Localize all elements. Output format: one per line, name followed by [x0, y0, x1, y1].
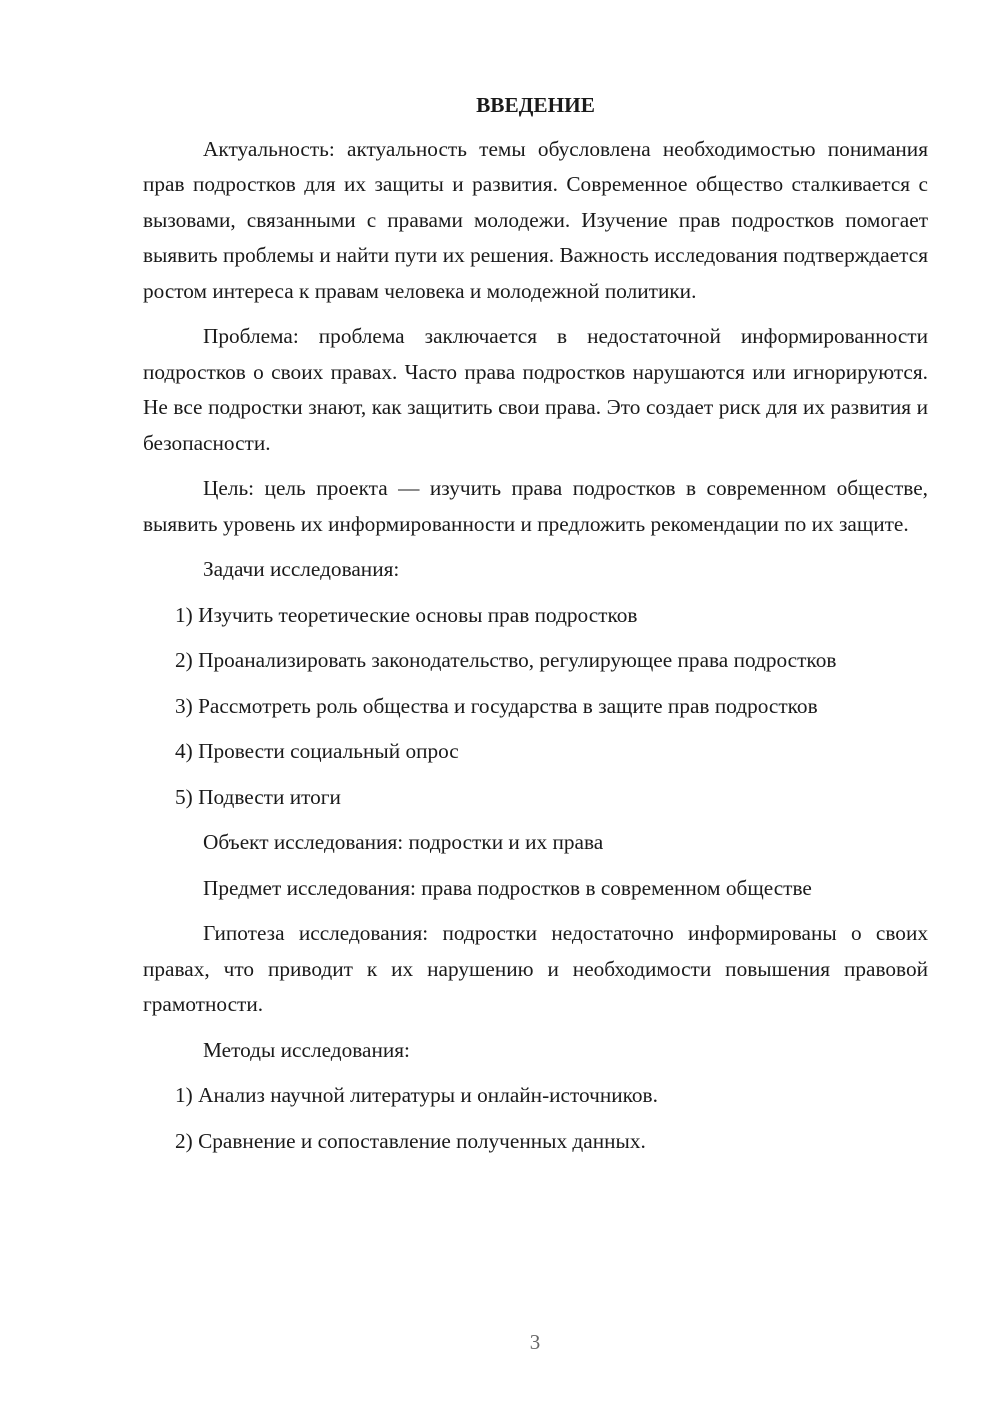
task-item: 2) Проанализировать законодательство, регулирующее права подростков	[175, 648, 837, 672]
method-item: 1) Анализ научной литературы и онлайн-источников.	[175, 1083, 658, 1107]
section-title: ВВЕДЕНИЕ	[476, 93, 595, 117]
task-item: 4) Провести социальный опрос	[175, 739, 459, 763]
problem-paragraph: Проблема: проблема заключается в недостаточной информированности подростков о своих правах. Часто права подростков нарушаются или игнорируются. Не все подростки знают, как защитить свои права. Это создает риск для их развития и безопасности.	[143, 324, 928, 455]
relevance-paragraph: Актуальность: актуальность темы обусловлена необходимостью понимания прав подростков для их защиты и развития. Современное общество сталкивается с вызовами, связанными с правами молодежи. Изучение прав подростков помогает выявить проблемы и найти пути их решения. Важность исследования подтверждается ростом интереса к правам человека и молодежной политики.	[143, 136, 928, 303]
task-item: 1) Изучить теоретические основы прав подростков	[175, 602, 638, 627]
methods-heading: Методы исследования:	[203, 1037, 410, 1062]
subject-paragraph: Предмет исследования: права подростков в современном обществе	[203, 875, 812, 900]
page-number: 3	[529, 1330, 541, 1354]
goal-paragraph: Цель: цель проекта — изучить права подростков в современном обществе, выявить уровень их информированности и предложить рекомендации по их защите.	[143, 476, 928, 536]
task-item: 3) Рассмотреть роль общества и государства в защите прав подростков	[175, 693, 818, 718]
method-item: 2) Сравнение и сопоставление полученных данных.	[175, 1128, 646, 1153]
task-item: 5) Подвести итоги	[175, 784, 341, 809]
hypothesis-paragraph: Гипотеза исследования: подростки недостаточно информированы о своих правах, что приводит к их нарушению и необходимости повышения правовой грамотности.	[143, 921, 928, 1016]
tasks-heading: Задачи исследования:	[203, 557, 400, 581]
page-content	[143, 88, 928, 1159]
object-paragraph: Объект исследования: подростки и их права	[203, 830, 604, 854]
